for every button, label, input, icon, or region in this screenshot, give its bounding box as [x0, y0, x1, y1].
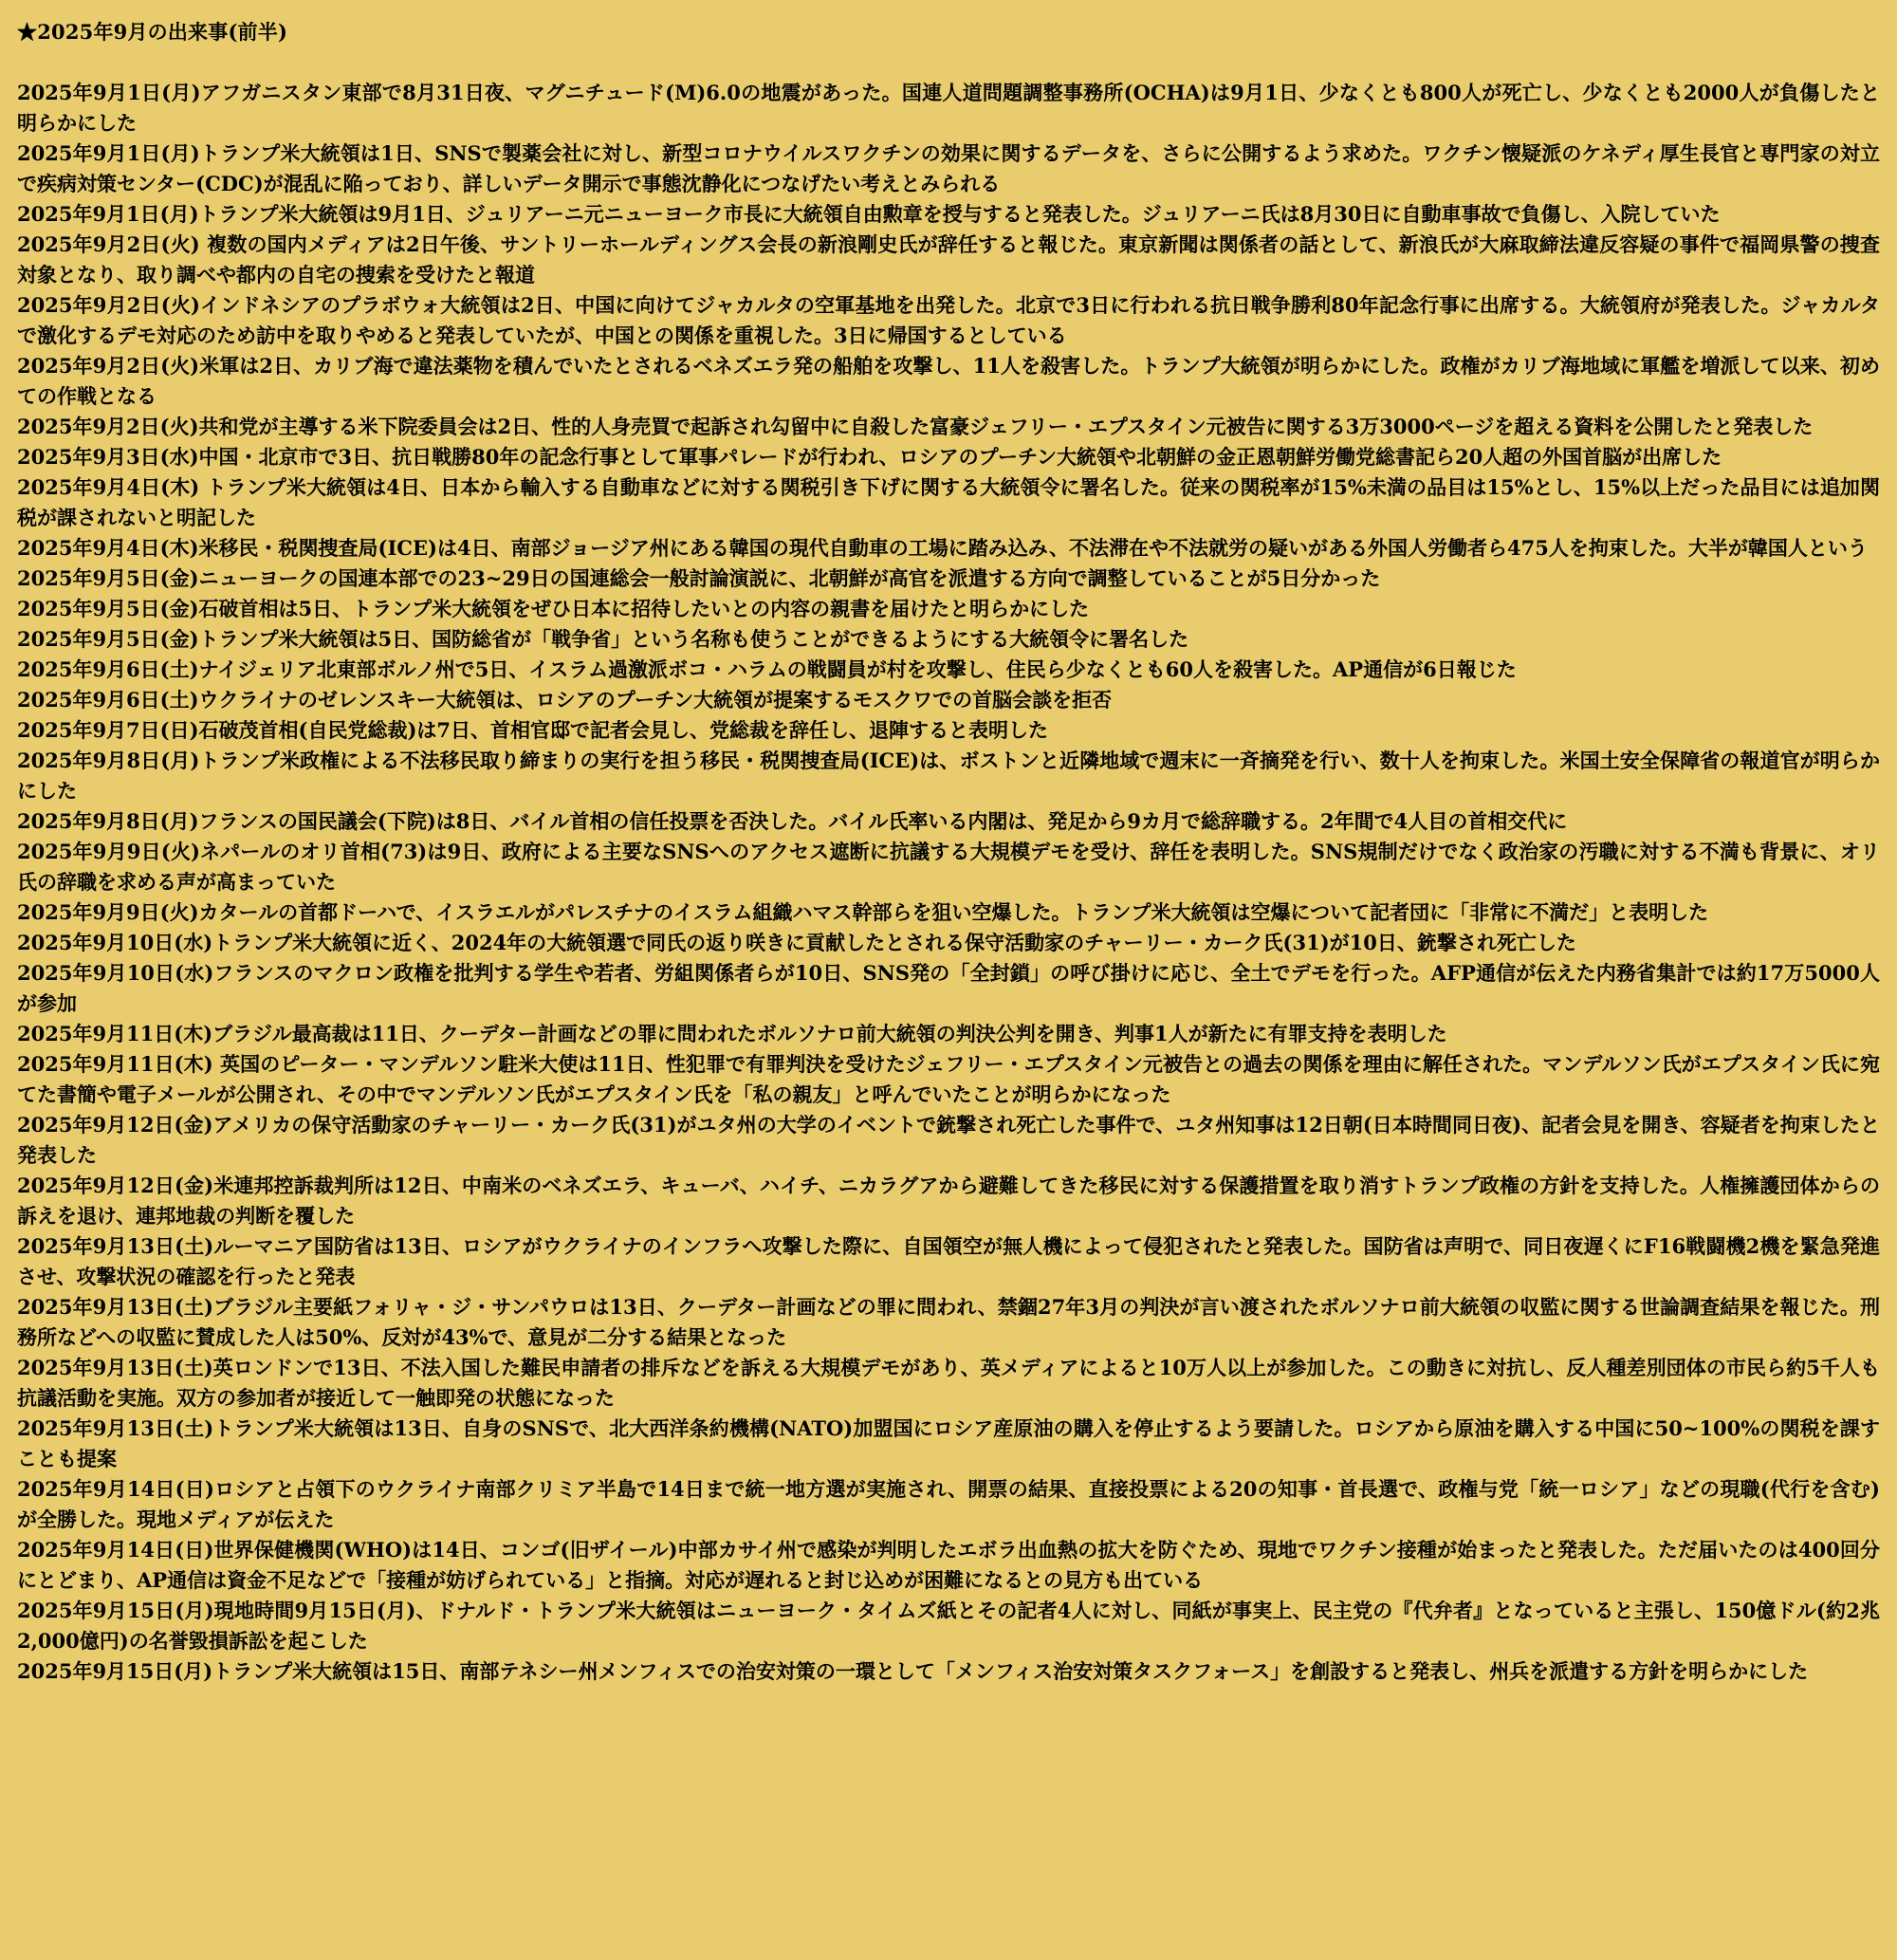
event-entry: 2025年9月2日(火)共和党が主導する米下院委員会は2日、性的人身売買で起訴され勾留中に自殺した富豪ジェフリー・エプスタイン元被告に関する3万3000ページを超える資料を公開したと発表した — [17, 415, 1814, 438]
event-entry: 2025年9月3日(水)中国・北京市で3日、抗日戦勝80年の記念行事として軍事パレードが行われ、ロシアのプーチン大統領や北朝鮮の金正恩朝鮮労働党総書記ら20人超の外国首脳が出席した — [17, 445, 1722, 469]
event-entry: 2025年9月15日(月)トランプ米大統領は15日、南部テネシー州メンフィスでの治安対策の一環として「メンフィス治安対策タスクフォース」を創設すると発表し、州兵を派遣する方針を明らかにした — [17, 1659, 1809, 1683]
event-entry: 2025年9月6日(土)ウクライナのゼレンスキー大統領は、ロシアのプーチン大統領が提案するモスクワでの首脳会談を拒否 — [17, 688, 1113, 712]
event-entry: 2025年9月13日(土)ブラジル主要紙フォリャ・ジ・サンパウロは13日、クーデター計画などの罪に問われ、禁錮27年3月の判決が言い渡されたボルソナロ前大統領の収監に関する世論調査結果を報じた。刑務所などへの収監に賛成した人は50%、反対が43%で、意見が二分する結果となった — [17, 1295, 1880, 1349]
blank-line — [17, 47, 1880, 78]
event-entry: 2025年9月2日(火)米軍は2日、カリブ海で違法薬物を積んでいたとされるベネズエラ発の船舶を攻撃し、11人を殺害した。トランプ大統領が明らかにした。政権がカリブ海地域に軍艦を増派して以来、初めての作戦となる — [17, 354, 1880, 408]
event-entry: 2025年9月5日(金)ニューヨークの国連本部での23~29日の国連総会一般討論演説に、北朝鮮が高官を派遣する方向で調整していることが5日分かった — [17, 566, 1381, 590]
event-entry: 2025年9月13日(土)ルーマニア国防省は13日、ロシアがウクライナのインフラへ攻撃した際に、自国領空が無人機によって侵犯されたと発表した。国防省は声明で、同日夜遅くにF16戦闘機2機を緊急発進させ、攻撃状況の確認を行ったと発表 — [17, 1234, 1880, 1288]
event-entry: 2025年9月13日(土)トランプ米大統領は13日、自身のSNSで、北大西洋条約機構(NATO)加盟国にロシア産原油の購入を停止するよう要請した。ロシアから原油を購入する中国に50~100%の関税を課すことも提案 — [17, 1416, 1880, 1470]
event-entry: 2025年9月14日(日)ロシアと占領下のウクライナ南部クリミア半島で14日まで統一地方選が実施され、開票の結果、直接投票による20の知事・首長選で、政権与党「統一ロシア」などの現職(代行を含む)が全勝した。現地メディアが伝えた — [17, 1477, 1880, 1531]
event-entry: 2025年9月10日(水)フランスのマクロン政権を批判する学生や若者、労組関係者らが10日、SNS発の「全封鎖」の呼び掛けに応じ、全土でデモを行った。AFP通信が伝えた内務省集計では約17万5000人が参加 — [17, 961, 1880, 1015]
event-entry: 2025年9月2日(火)インドネシアのプラボウォ大統領は2日、中国に向けてジャカルタの空軍基地を出発した。北京で3日に行われる抗日戦争勝利80年記念行事に出席する。大統領府が発表した。ジャカルタで激化するデモ対応のため訪中を取りやめると発表していたが、中国との関係を重視した。3日に帰国するとしている — [17, 293, 1880, 347]
event-entry: 2025年9月4日(木)米移民・税関捜査局(ICE)は4日、南部ジョージア州にある韓国の現代自動車の工場に踏み込み、不法滞在や不法就労の疑いがある外国人労働者ら475人を拘束した。大半が韓国人という — [17, 536, 1868, 560]
event-entry: 2025年9月11日(木) 英国のピーター・マンデルソン駐米大使は11日、性犯罪で有罪判決を受けたジェフリー・エプスタイン元被告との過去の関係を理由に解任された。マンデルソン氏がエプスタイン氏に宛てた書簡や電子メールが公開され、その中でマンデルソン氏がエプスタイン氏を「私の親友」と呼んでいたことが明らかになった — [17, 1052, 1880, 1106]
event-entry: 2025年9月6日(土)ナイジェリア北東部ボルノ州で5日、イスラム過激派ボコ・ハラムの戦闘員が村を攻撃し、住民ら少なくとも60人を殺害した。AP通信が6日報じた — [17, 657, 1517, 681]
event-entry: 2025年9月12日(金)米連邦控訴裁判所は12日、中南米のベネズエラ、キューバ、ハイチ、ニカラグアから避難してきた移民に対する保護措置を取り消すトランプ政権の方針を支持した。人権擁護団体からの訴えを退け、連邦地裁の判断を覆した — [17, 1174, 1880, 1228]
event-entry: 2025年9月9日(火)カタールの首都ドーハで、イスラエルがパレスチナのイスラム組織ハマス幹部らを狙い空爆した。トランプ米大統領は空爆について記者団に「非常に不満だ」と表明した — [17, 900, 1709, 924]
event-entry: 2025年9月1日(月)トランプ米大統領は1日、SNSで製薬会社に対し、新型コロナウイルスワクチンの効果に関するデータを、さらに公開するよう求めた。ワクチン懐疑派のケネディ厚生長官と専門家の対立で疾病対策センター(CDC)が混乱に陥っており、詳しいデータ開示で事態沈静化につなげたい考えとみられる — [17, 141, 1880, 195]
event-entry: 2025年9月1日(月)アフガニスタン東部で8月31日夜、マグニチュード(M)6.0の地震があった。国連人道問題調整事務所(OCHA)は9月1日、少なくとも800人が死亡し、少なくとも2000人が負傷したと明らかにした — [17, 81, 1880, 135]
event-entry: 2025年9月8日(月)フランスの国民議会(下院)は8日、バイル首相の信任投票を否決した。バイル氏率いる内閣は、発足から9カ月で総辞職する。2年間で4人目の首相交代に — [17, 809, 1568, 833]
event-entry: 2025年9月13日(土)英ロンドンで13日、不法入国した難民申請者の排斥などを訴える大規模デモがあり、英メディアによると10万人以上が参加した。この動きに対抗し、反人種差別団体の市民ら約5千人も抗議活動を実施。双方の参加者が接近して一触即発の状態になった — [17, 1356, 1880, 1410]
event-entry: 2025年9月5日(金)トランプ米大統領は5日、国防総省が「戦争省」という名称も使うことができるようにする大統領令に署名した — [17, 627, 1189, 651]
event-entry: 2025年9月1日(月)トランプ米大統領は9月1日、ジュリアーニ元ニューヨーク市長に大統領自由勲章を授与すると発表した。ジュリアーニ氏は8月30日に自動車事故で負傷し、入院していた — [17, 202, 1721, 226]
event-entry: 2025年9月10日(水)トランプ米大統領に近く、2024年の大統領選で同氏の返り咲きに貢献したとされる保守活動家のチャーリー・カーク氏(31)が10日、銃撃され死亡した — [17, 931, 1576, 954]
event-entry: 2025年9月15日(月)現地時間9月15日(月)、ドナルド・トランプ米大統領はニューヨーク・タイムズ紙とその記者4人に対し、同紙が事実上、民主党の『代弁者』となっていると主張し、150億ドル(約2兆2,000億円)の名誉毀損訴訟を起こした — [17, 1599, 1880, 1653]
event-entry: 2025年9月4日(木) トランプ米大統領は4日、日本から輸入する自動車などに対する関税引き下げに関する大統領令に署名した。従来の関税率が15%未満の品目は15%とし、15%以上だった品目には追加関税が課されないと明記した — [17, 475, 1880, 529]
document-heading: ★2025年9月の出来事(前半) — [17, 20, 288, 44]
event-entry: 2025年9月5日(金)石破首相は5日、トランプ米大統領をぜひ日本に招待したいとの内容の親書を届けたと明らかにした — [17, 597, 1090, 620]
event-entry: 2025年9月14日(日)世界保健機関(WHO)は14日、コンゴ(旧ザイール)中部カサイ州で感染が判明したエボラ出血熱の拡大を防ぐため、現地でワクチン接種が始まったと発表した。ただ届いたのは400回分にとどまり、AP通信は資金不足などで「接種が妨げられている」と指摘。対応が遅れると封じ込めが困難になるとの見方も出ている — [17, 1538, 1880, 1592]
event-entry: 2025年9月7日(日)石破茂首相(自民党総裁)は7日、首相官邸で記者会見し、党総裁を辞任し、退陣すると表明した — [17, 718, 1049, 742]
event-entry: 2025年9月8日(月)トランプ米政権による不法移民取り締まりの実行を担う移民・税関捜査局(ICE)は、ボストンと近隣地域で週末に一斉摘発を行い、数十人を拘束した。米国土安全保障省の報道官が明らかにした — [17, 749, 1880, 803]
event-entry: 2025年9月9日(火)ネパールのオリ首相(73)は9日、政府による主要なSNSへのアクセス遮断に抗議する大規模デモを受け、辞任を表明した。SNS規制だけでなく政治家の汚職に対する不満も背景に、オリ氏の辞職を求める声が高まっていた — [17, 840, 1880, 894]
event-list — [17, 78, 1880, 1687]
event-entry: 2025年9月11日(木)ブラジル最高裁は11日、クーデター計画などの罪に問われたボルソナロ前大統領の判決公判を開き、判事1人が新たに有罪支持を表明した — [17, 1022, 1447, 1045]
event-entry: 2025年9月2日(火) 複数の国内メディアは2日午後、サントリーホールディングス会長の新浪剛史氏が辞任すると報じた。東京新聞は関係者の話として、新浪氏が大麻取締法違反容疑の事件で福岡県警の捜査対象となり、取り調べや都内の自宅の捜索を受けたと報道 — [17, 232, 1880, 287]
event-entry: 2025年9月12日(金)アメリカの保守活動家のチャーリー・カーク氏(31)がユタ州の大学のイベントで銃撃され死亡した事件で、ユタ州知事は12日朝(日本時間同日夜)、記者会見を開き、容疑者を拘束したと発表した — [17, 1113, 1880, 1167]
